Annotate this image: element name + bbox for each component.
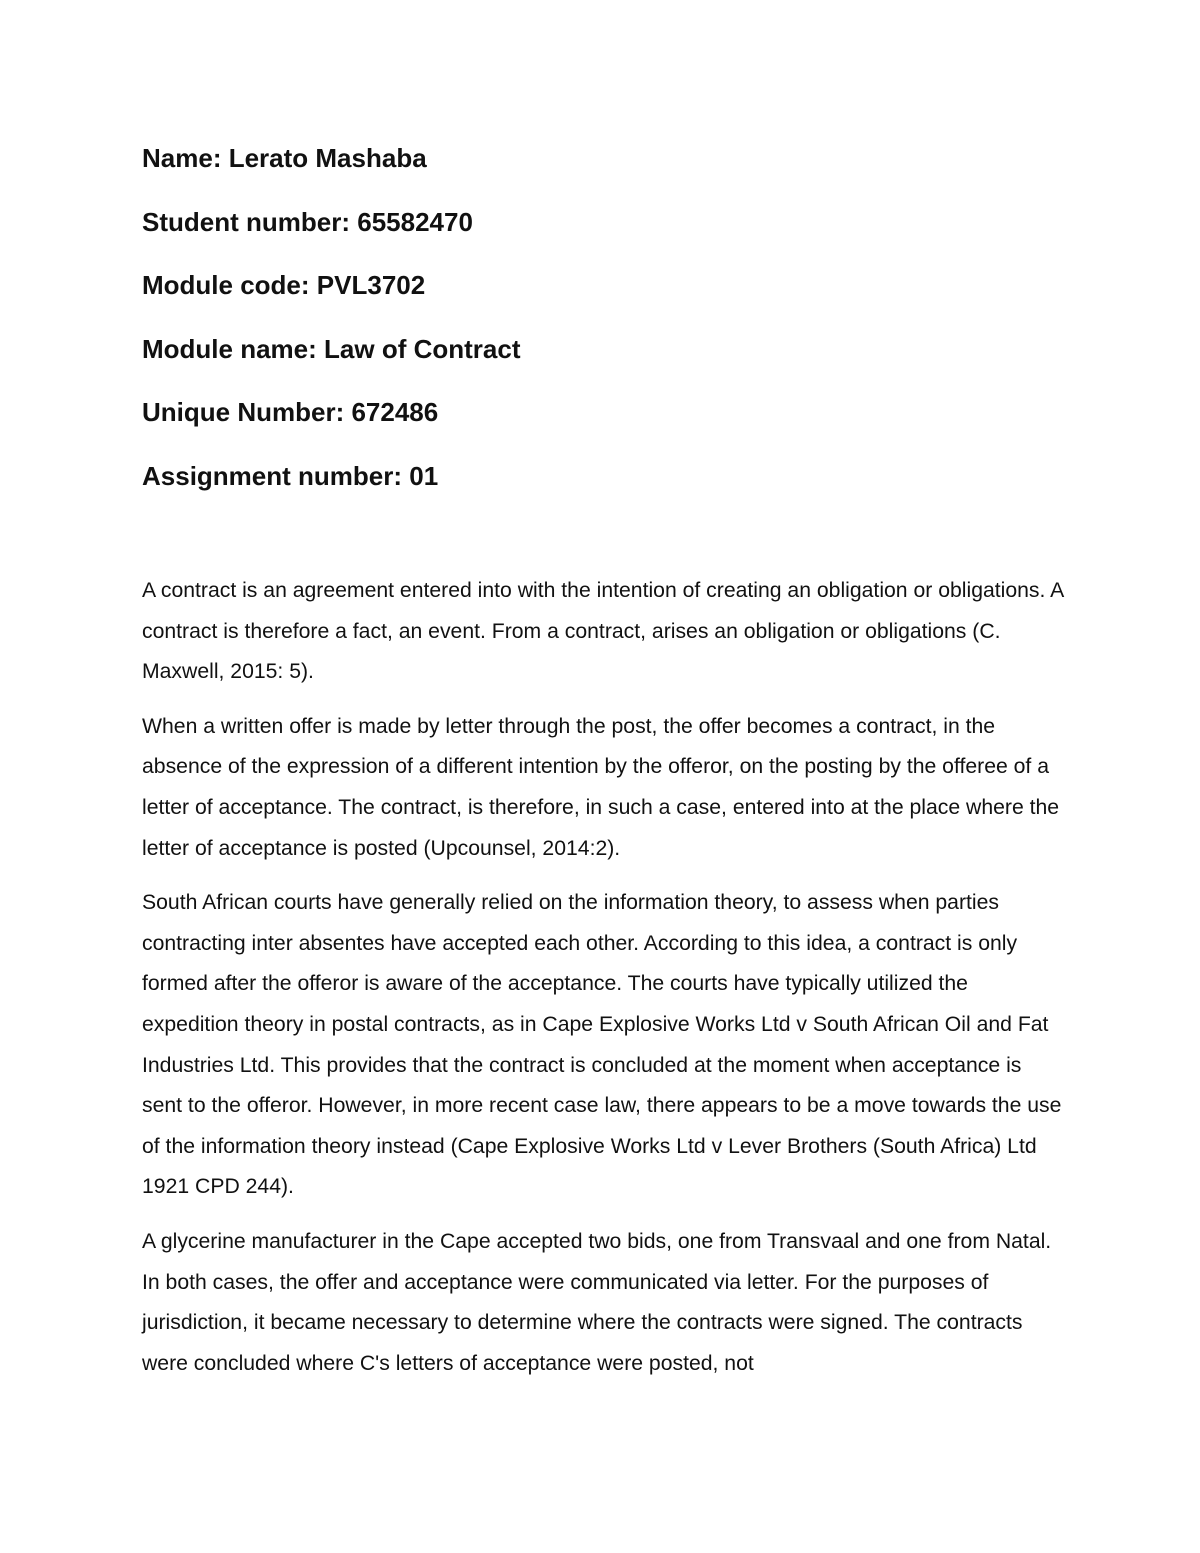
- assignment-number-value: 01: [409, 460, 439, 491]
- name-label: Name:: [142, 143, 222, 173]
- paragraph-information-theory: South African courts have generally relied on the information theory, to assess when parties contracting inter absentes have accepted each other. According to this idea, a contract is only formed after the offeror is aware of the acceptance. The courts have typically utilized the expedition theory in postal contracts, as in Cape Explosive Works Ltd v South African Oil and Fat Industries Ltd. This provides that the contract is concluded at the moment when acceptance is sent to the offeror. However, in more recent case law, there appears to be a move towards the use of the information theory instead (Cape Explosive Works Ltd v Lever Brothers (South Africa) Ltd 1921 CPD 244).: [142, 891, 1062, 1199]
- module-name-line: [142, 329, 1072, 369]
- paragraph-glycerine-case: A glycerine manufacturer in the Cape accepted two bids, one from Transvaal and one from Natal. In both cases, the offer and acceptance were communicated via letter. For the purposes of jurisdiction, it became necessary to determine where the contracts were signed. The contracts were concluded where C's letters of acceptance were posted, not: [142, 1229, 1052, 1375]
- assignment-number-line: [142, 456, 1072, 496]
- student-number-value: 65582470: [357, 206, 473, 237]
- student-number-label: Student number:: [142, 206, 350, 237]
- module-code-value: PVL3702: [316, 270, 426, 300]
- document-body: [142, 571, 1067, 1398]
- module-code-line: [142, 265, 1072, 305]
- module-name-label: Module name:: [142, 333, 317, 364]
- module-code-label: Module code:: [142, 270, 310, 300]
- name-value: Lerato Mashaba: [228, 143, 427, 173]
- unique-number-line: [142, 392, 1072, 432]
- module-name-value: Law of Contract: [324, 333, 521, 364]
- paragraph-contract-definition: A contract is an agreement entered into with the intention of creating an obligation or obligations. A contract is therefore a fact, an event. From a contract, arises an obligation or obligations (C. Maxwell, 2015: 5).: [142, 579, 1064, 684]
- document-header: [142, 138, 1072, 519]
- name-line: [142, 138, 1072, 178]
- unique-number-value: 672486: [351, 397, 439, 427]
- paragraph-written-offer: When a written offer is made by letter through the post, the offer becomes a contract, in the absence of the expression of a different intention by the offeror, on the posting by the offeree of a letter of acceptance. The contract, is therefore, in such a case, entered into at the place where the letter of acceptance is posted (Upcounsel, 2014:2).: [142, 714, 1060, 860]
- student-number-line: [142, 202, 1072, 242]
- assignment-number-label: Assignment number:: [142, 460, 403, 491]
- unique-number-label: Unique Number:: [142, 397, 345, 427]
